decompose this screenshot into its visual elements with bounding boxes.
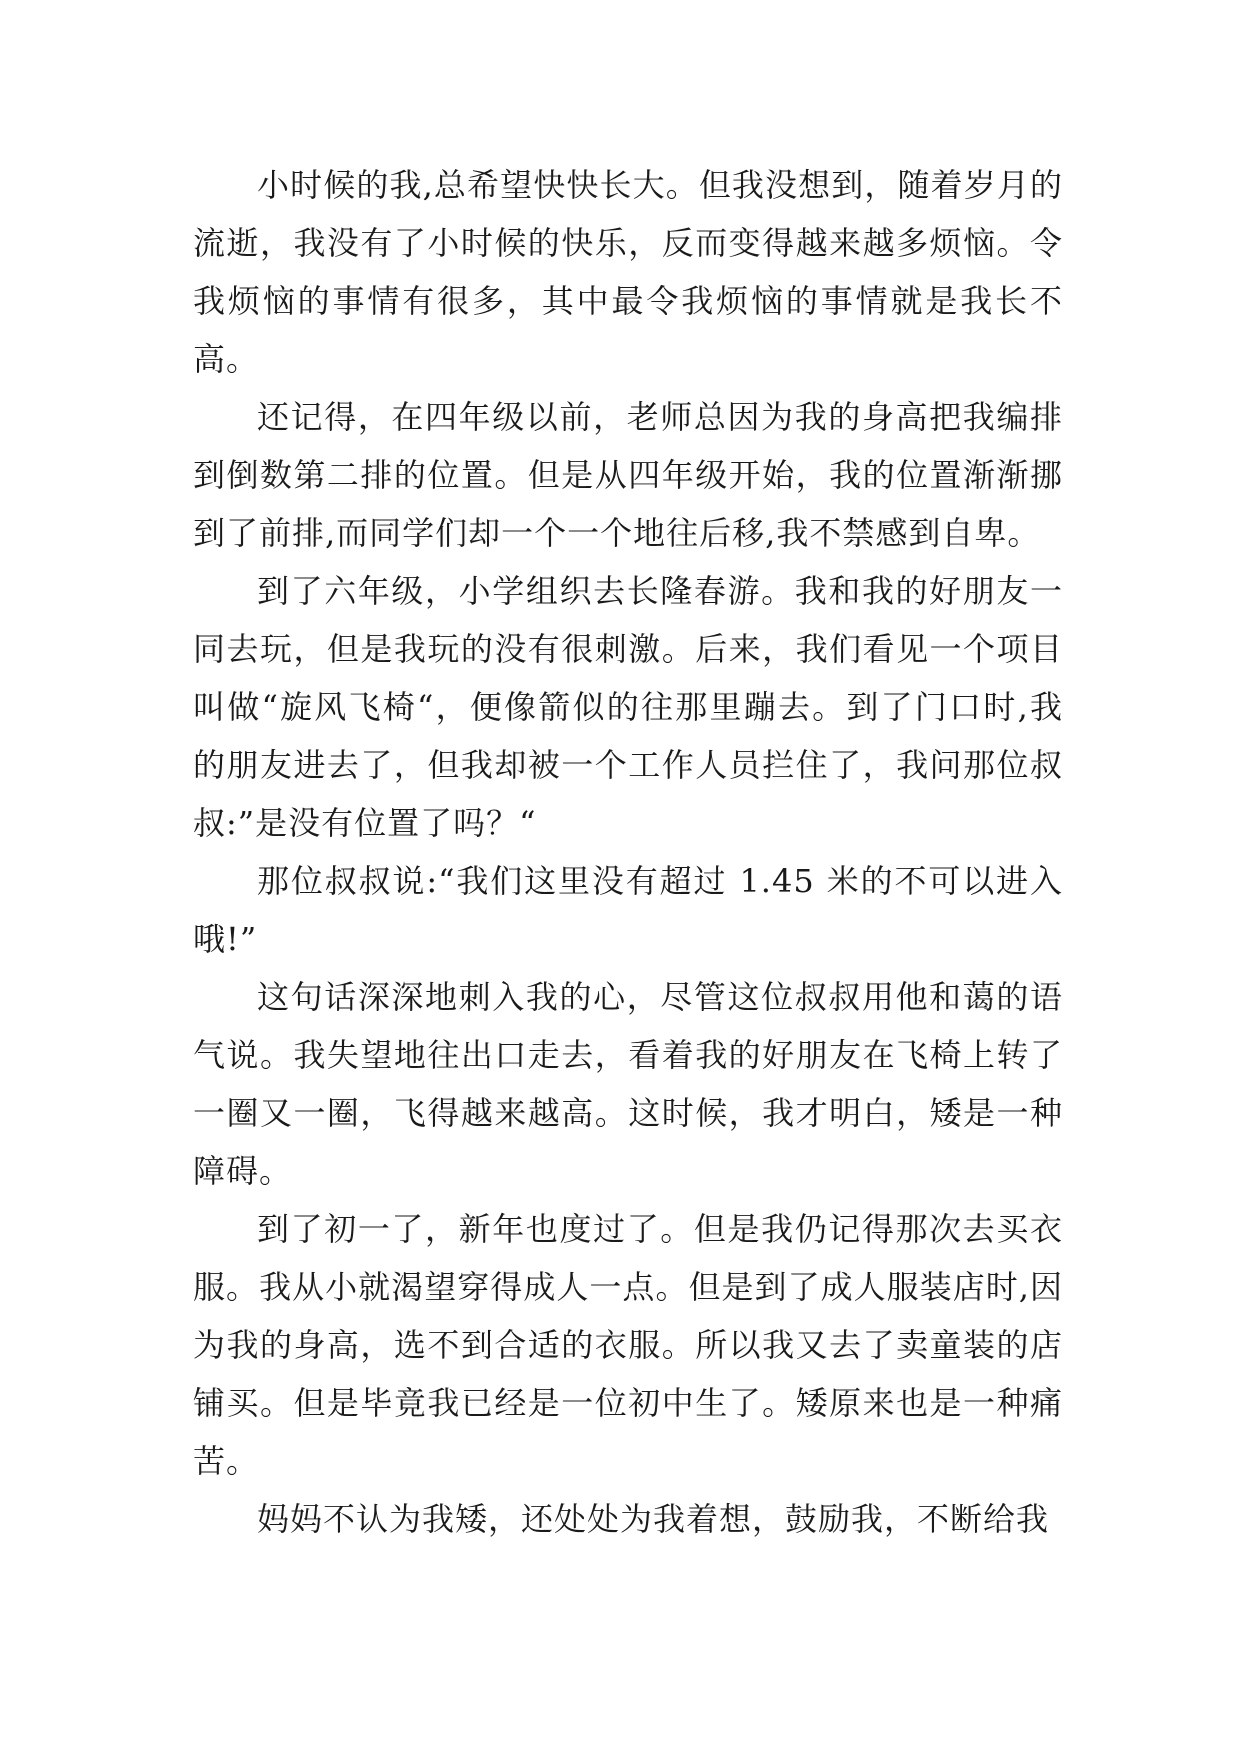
paragraph-3: 到了六年级，小学组织去长隆春游。我和我的好朋友一同去玩，但是我玩的没有很刺激。后来，我们看见一个项目叫做“旋风飞椅“，便像箭似的往那里蹦去。到了门口时,我的朋友进去了，但我却被一个工作人员拦住了，我问那位叔叔:”是没有位置了吗？“ xyxy=(193,572,1063,842)
essay-body xyxy=(193,156,1063,1548)
paragraph-7: 妈妈不认为我矮，还处处为我着想，鼓励我，不断给我 xyxy=(257,1500,1050,1538)
paragraph-4: 那位叔叔说:“我们这里没有超过 1.45 米的不可以进入哦!” xyxy=(193,862,1063,958)
paragraph-1: 小时候的我,总希望快快长大。但我没想到，随着岁月的流逝，我没有了小时候的快乐，反而变得越来越多烦恼。令我烦恼的事情有很多，其中最令我烦恼的事情就是我长不高。 xyxy=(193,166,1063,378)
paragraph-5: 这句话深深地刺入我的心，尽管这位叔叔用他和蔼的语气说。我失望地往出口走去，看着我的好朋友在飞椅上转了一圈又一圈，飞得越来越高。这时候，我才明白，矮是一种障碍。 xyxy=(193,978,1063,1190)
paragraph-2: 还记得，在四年级以前，老师总因为我的身高把我编排到倒数第二排的位置。但是从四年级开始，我的位置渐渐挪到了前排,而同学们却一个一个地往后移,我不禁感到自卑。 xyxy=(193,398,1063,552)
paragraph-6: 到了初一了，新年也度过了。但是我仍记得那次去买衣服。我从小就渴望穿得成人一点。但是到了成人服装店时,因为我的身高，选不到合适的衣服。所以我又去了卖童装的店铺买。但是毕竟我已经是一位初中生了。矮原来也是一种痛苦。 xyxy=(193,1210,1063,1480)
